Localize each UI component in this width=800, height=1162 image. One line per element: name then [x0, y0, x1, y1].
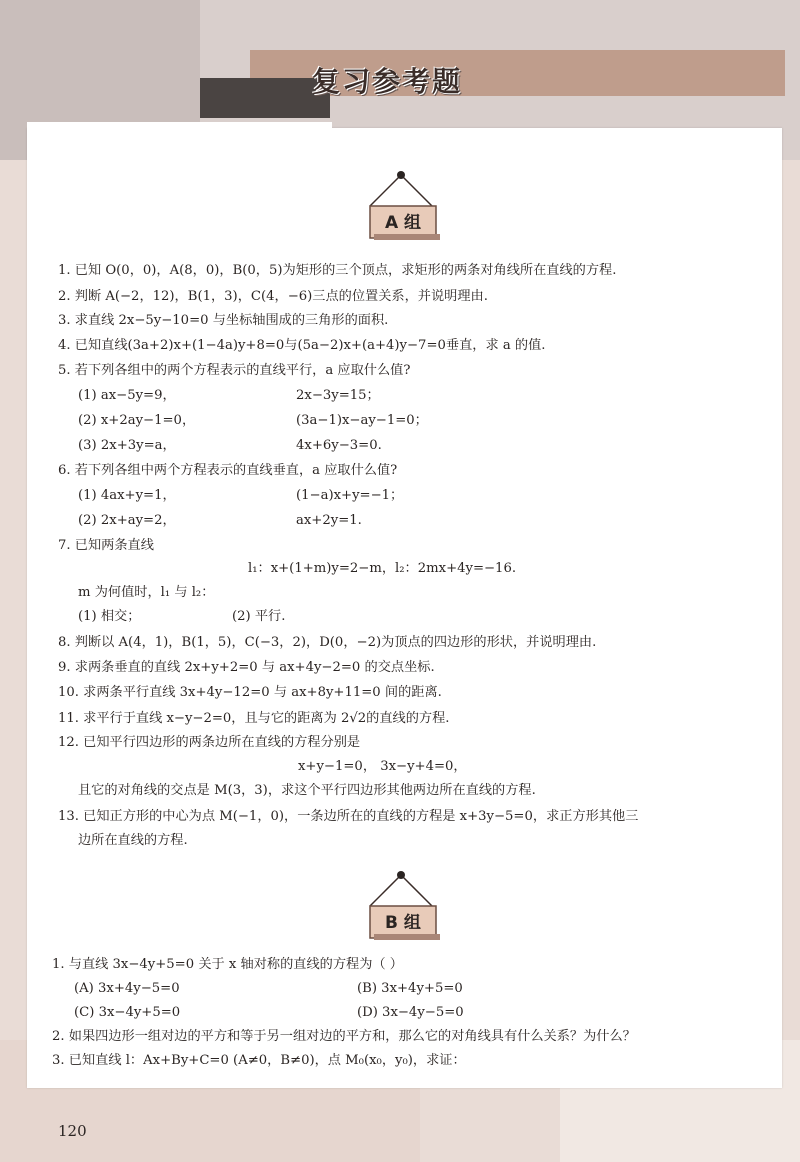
a-q5-item-1-left: (1) ax−5y=9， — [78, 388, 176, 403]
a-question-4: 4. 已知直线(3a+2)x+(1−4a)y+8=0与(5a−2)x+(a+4)y−7=0垂直，求 a 的值. — [58, 338, 546, 353]
a-q5-item-2-right: (3a−1)x−ay−1=0； — [296, 413, 428, 428]
a-question-10: 10. 求两条平行直线 3x+4y−12=0 与 ax+8y+11=0 间的距离. — [58, 685, 442, 700]
a-question-6: 6. 若下列各组中两个方程表示的直线垂直，a 应取什么值? — [58, 463, 398, 478]
b-q1-option-a: (A) 3x+4y−5=0 — [74, 981, 180, 996]
a-question-7: 7. 已知两条直线 — [58, 538, 154, 553]
a-q5-item-3-right: 4x+6y−3=0. — [296, 438, 382, 453]
page-title: 复习参考题 — [312, 65, 463, 98]
group-b-sign — [356, 868, 446, 948]
title-band-dark — [200, 78, 330, 118]
a-question-8: 8. 判断以 A(4，1)，B(1，5)，C(−3，2)，D(0，−2)为顶点的四边形的形状，并说明理由. — [58, 635, 597, 650]
a-q7-ask: m 为何值时，l₁ 与 l₂： — [78, 585, 215, 600]
group-a-sign — [356, 168, 446, 248]
b-question-2: 2. 如果四边形一组对边的平方和等于另一组对边的平方和，那么它的对角线具有什么关系？为什么？ — [52, 1029, 636, 1044]
a-q6-item-2-left: (2) 2x+ay=2， — [78, 513, 176, 528]
a-q12-equation: x+y−1=0， 3x−y+4=0， — [298, 759, 467, 774]
a-question-11: 11. 求平行于直线 x−y−2=0，且与它的距离为 2√2的直线的方程. — [58, 711, 450, 726]
a-question-2: 2. 判断 A(−2，12)，B(1，3)，C(4，−6)三点的位置关系，并说明理由. — [58, 289, 488, 304]
a-question-13: 13. 已知正方形的中心为点 M(−1，0)，一条边所在的直线的方程是 x+3y−5=0，求正方形其他三 — [58, 809, 639, 824]
page-number: 120 — [58, 1122, 87, 1140]
a-q5-item-3-left: (3) 2x+3y=a， — [78, 438, 176, 453]
a-q7-equation: l₁：x+(1+m)y=2−m，l₂：2mx+4y=−16. — [248, 561, 517, 576]
b-question-3: 3. 已知直线 l：Ax+By+C=0 (A≠0，B≠0)，点 M₀(x₀，y₀)，求证： — [52, 1053, 466, 1068]
b-q1-option-b: (B) 3x+4y+5=0 — [357, 981, 463, 996]
group-b-label: B 组 — [385, 913, 421, 933]
b-question-1: 1. 与直线 3x−4y+5=0 关于 x 轴对称的直线的方程为（ ） — [52, 957, 403, 972]
a-q6-item-1-left: (1) 4ax+y=1， — [78, 488, 176, 503]
a-q7-option-2: (2) 平行. — [232, 609, 286, 624]
a-question-12: 12. 已知平行四边形的两条边所在直线的方程分别是 — [58, 735, 361, 750]
a-q7-option-1: (1) 相交； — [78, 609, 141, 624]
a-q5-item-2-left: (2) x+2ay−1=0， — [78, 413, 196, 428]
b-q1-option-d: (D) 3x−4y−5=0 — [357, 1005, 464, 1020]
a-q6-item-1-right: (1−a)x+y=−1； — [296, 488, 404, 503]
a-question-9: 9. 求两条垂直的直线 2x+y+2=0 与 ax+4y−2=0 的交点坐标. — [58, 660, 435, 675]
page-top-strip — [27, 122, 332, 134]
b-q1-option-c: (C) 3x−4y+5=0 — [74, 1005, 181, 1020]
a-q6-item-2-right: ax+2y=1. — [296, 513, 362, 528]
group-a-label: A 组 — [384, 213, 422, 233]
a-q12-continued: 且它的对角线的交点是 M(3，3)，求这个平行四边形其他两边所在直线的方程. — [78, 783, 536, 798]
a-q13-continued: 边所在直线的方程. — [78, 833, 188, 848]
a-q5-item-1-right: 2x−3y=15； — [296, 388, 380, 403]
a-question-3: 3. 求直线 2x−5y−10=0 与坐标轴围成的三角形的面积. — [58, 313, 389, 328]
a-question-5: 5. 若下列各组中的两个方程表示的直线平行，a 应取什么值? — [58, 363, 411, 378]
a-question-1: 1. 已知 O(0，0)，A(8，0)，B(0，5)为矩形的三个顶点，求矩形的两条对角线所在直线的方程. — [58, 263, 617, 278]
